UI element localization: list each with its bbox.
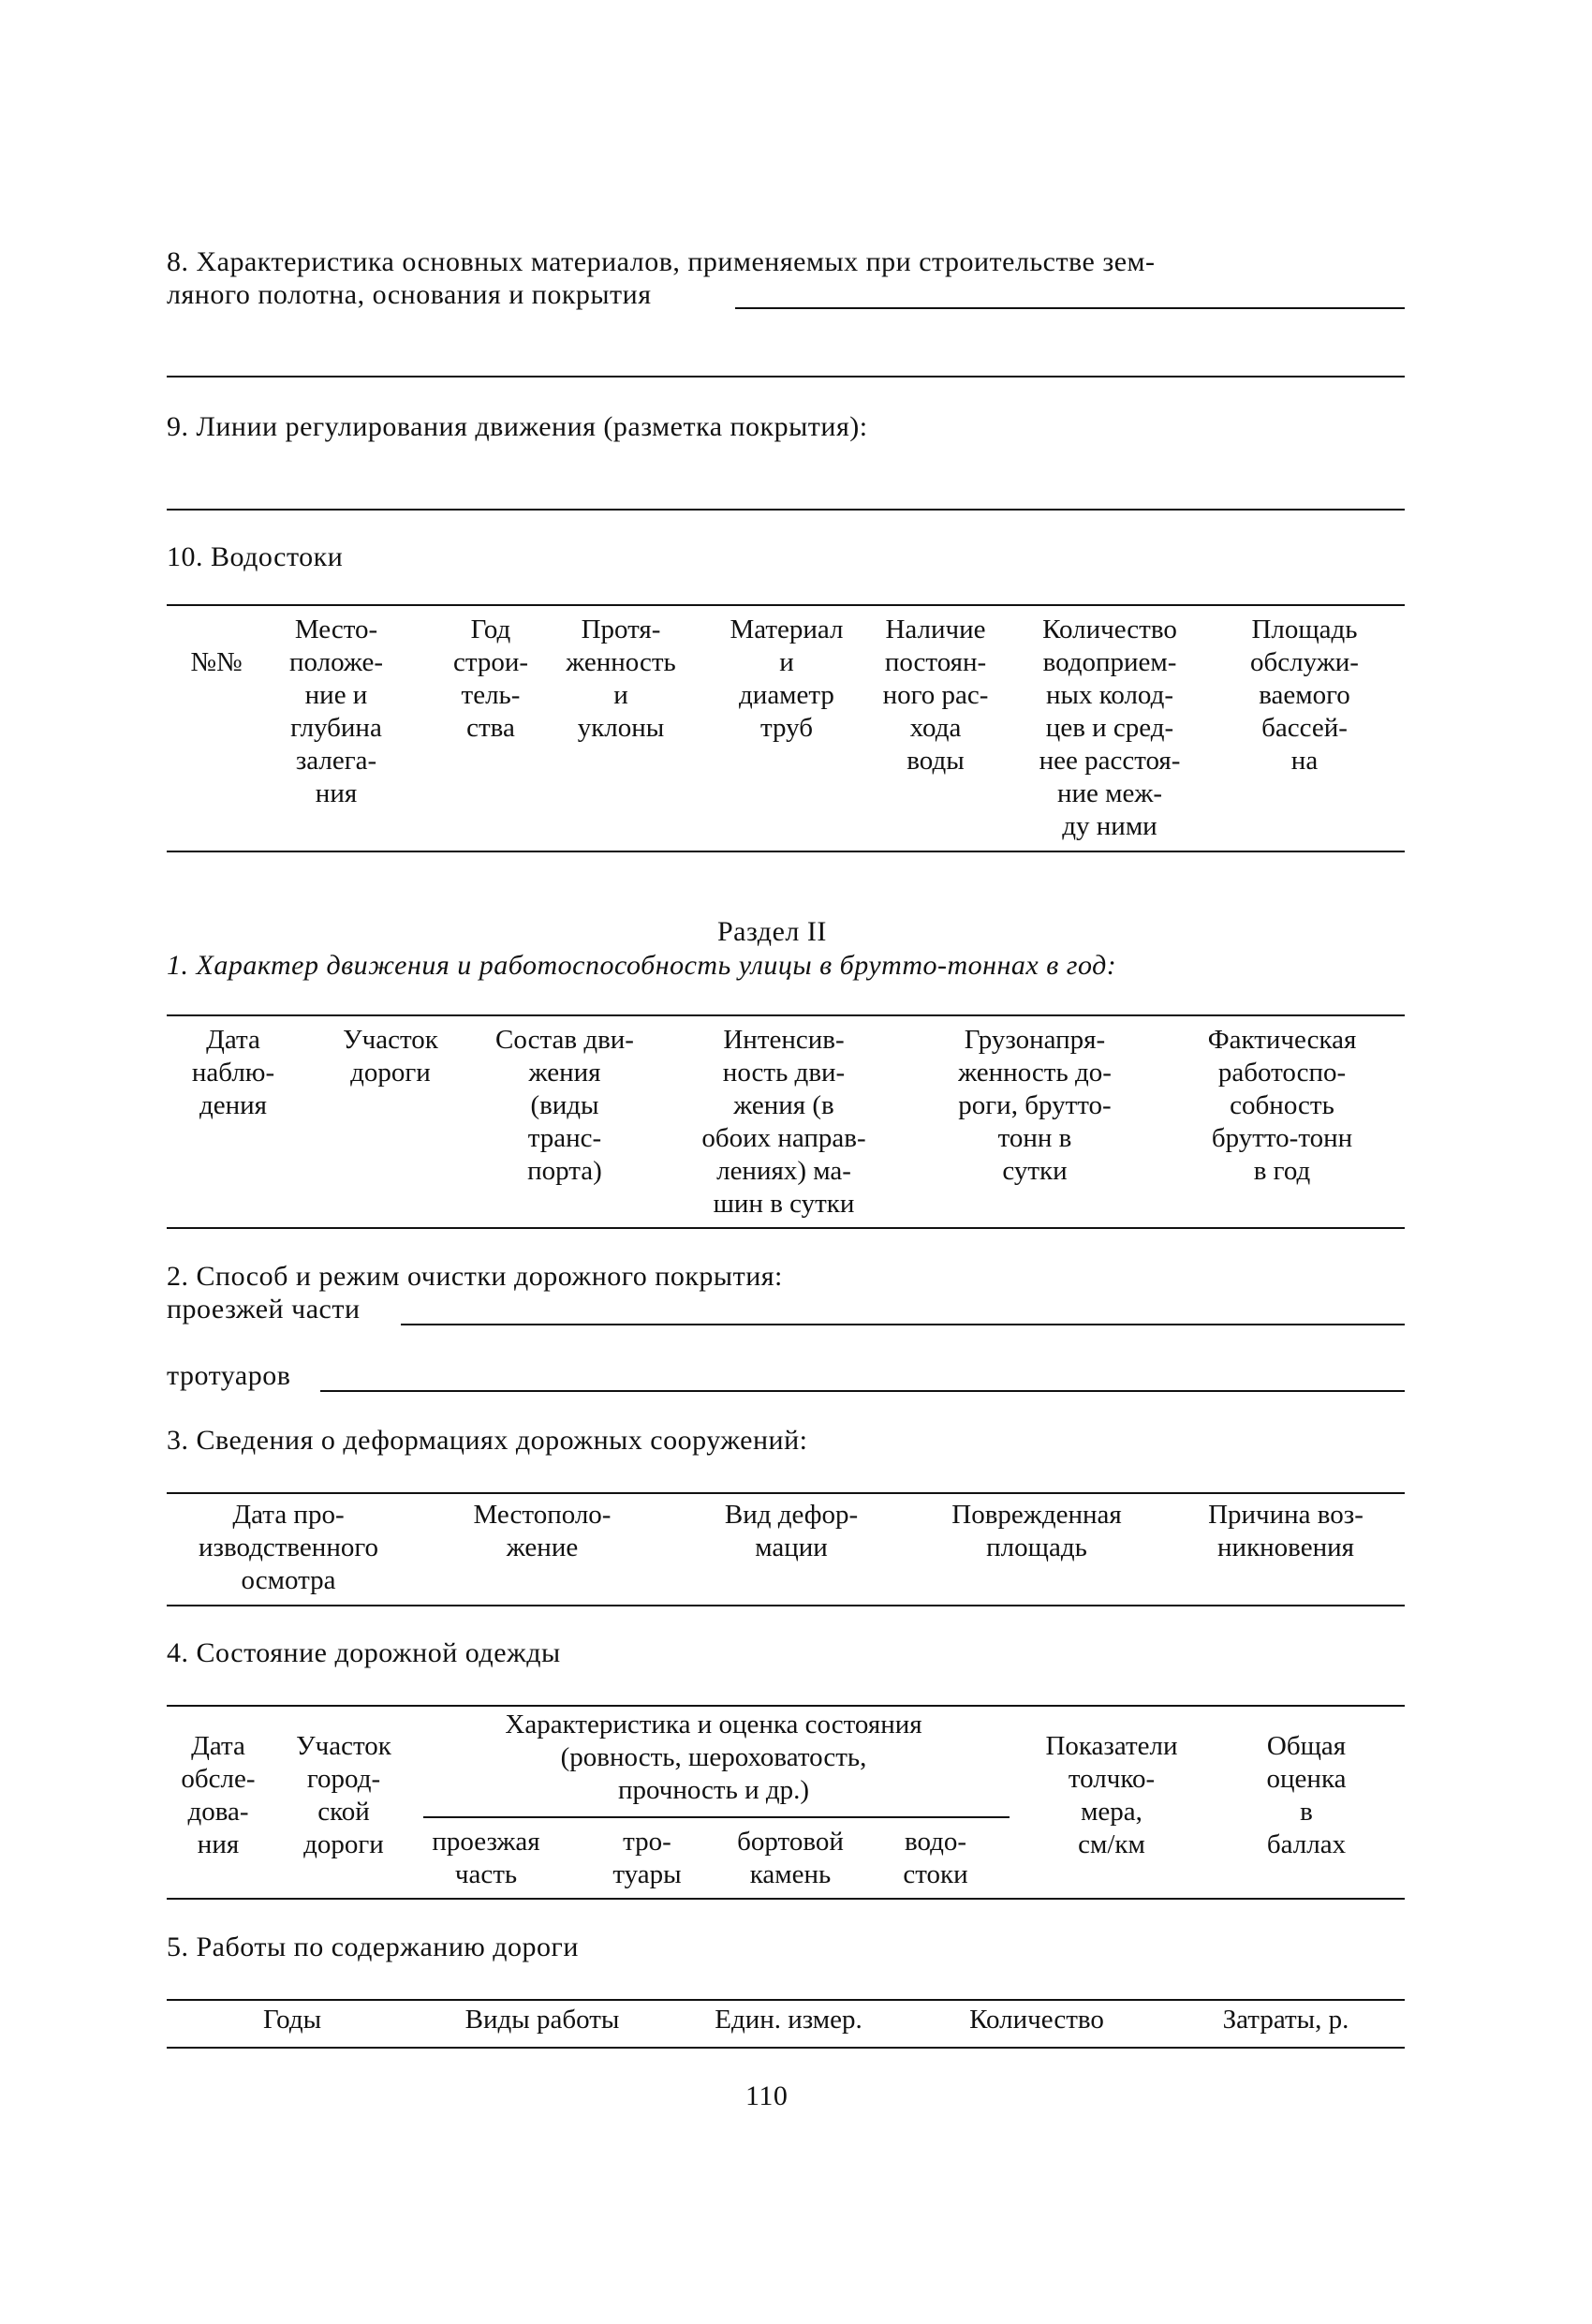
- table5-bottom-rule: [167, 2047, 1405, 2049]
- column-header: Дата про- изводственного осмотра: [198, 1500, 379, 1595]
- column-header: Наличие постоян- ного рас- хода воды: [882, 614, 989, 776]
- column-header: Дата обсле- дова- ния: [181, 1731, 256, 1859]
- carriageway-fill-line[interactable]: [401, 1324, 1405, 1325]
- column-header: Дата наблю- дения: [191, 1025, 275, 1120]
- table2-top-rule: [167, 1014, 1405, 1016]
- column-header: Грузонапря- женность до- роги, брутто- тонн в сутки: [958, 1025, 1112, 1186]
- column-header: Состав дви- жения (виды транс- порта): [495, 1025, 634, 1186]
- sidewalks-label: тротуаров: [167, 1360, 291, 1391]
- page-number: 110: [745, 2080, 789, 2111]
- column-header: тро- туары: [612, 1827, 682, 1889]
- section2-item2-title: 2. Способ и режим очистки дорожного покрытия:: [167, 1261, 783, 1292]
- column-header: Един. измер.: [715, 2005, 862, 2035]
- column-header: Местополо- жение: [473, 1500, 612, 1562]
- table3-bottom-rule: [167, 1605, 1405, 1606]
- carriageway-label: проезжей части: [167, 1294, 361, 1325]
- column-header: Причина воз- никновения: [1208, 1500, 1364, 1562]
- column-header: водо- стоки: [903, 1827, 968, 1889]
- table4-group-rule: [423, 1816, 1010, 1818]
- column-header: №№: [190, 647, 243, 677]
- item9-title: 9. Линии регулирования движения (разметка покрытия):: [167, 411, 868, 442]
- column-header: Количество водоприем- ных колод- цев и сред- нее расстоя- ние меж- ду ними: [1039, 614, 1181, 841]
- column-header: Фактическая работоспо- собность брутто-тонн в год: [1207, 1025, 1357, 1186]
- table4-top-rule: [167, 1705, 1405, 1707]
- table1-bottom-rule: [167, 851, 1405, 852]
- section2-item3-title: 3. Сведения о деформациях дорожных сооружений:: [167, 1425, 808, 1456]
- sidewalks-fill-line[interactable]: [320, 1390, 1405, 1392]
- column-header: бортовой камень: [737, 1827, 844, 1889]
- column-header: Поврежденная площадь: [951, 1500, 1122, 1562]
- column-header: Материал и диаметр труб: [730, 614, 844, 743]
- column-header: Затраты, р.: [1222, 2005, 1349, 2035]
- item8-line1: 8. Характеристика основных материалов, применяемых при строительстве зем-: [167, 246, 1156, 277]
- column-header: Годы: [262, 2005, 322, 2035]
- item8-fill-line: [735, 307, 1405, 309]
- item10-title: 10. Водостоки: [167, 541, 344, 572]
- column-header: проезжая часть: [432, 1827, 540, 1889]
- column-header: Общая оценка в баллах: [1266, 1731, 1347, 1859]
- section2-item1-title: 1. Характер движения и работоспособность улицы в брутто-тоннах в год:: [167, 950, 1117, 981]
- column-header: Характеристика и оценка состояния (ровность, шероховатость, прочность и др.): [505, 1710, 922, 1805]
- item9-fill-line: [167, 509, 1405, 511]
- section2-title: Раздел II: [717, 916, 827, 947]
- column-header: Виды работы: [464, 2005, 620, 2035]
- section2-item5-title: 5. Работы по содержанию дороги: [167, 1932, 579, 1962]
- item8-fill-line-2: [167, 376, 1405, 377]
- column-header: Интенсив- ность дви- жения (в обоих направ- лениях) ма- шин в сутки: [701, 1025, 866, 1219]
- column-header: Количество: [969, 2005, 1104, 2035]
- item8-line2: ляного полотна, основания и покрытия: [167, 279, 652, 310]
- column-header: Участок дороги: [343, 1025, 438, 1088]
- section2-item4-title: 4. Состояние дорожной одежды: [167, 1637, 561, 1668]
- column-header: Показатели толчко- мера, см/км: [1045, 1731, 1178, 1859]
- column-header: Вид дефор- мации: [724, 1500, 859, 1562]
- table2-bottom-rule: [167, 1227, 1405, 1229]
- column-header: Год строи- тель- ства: [452, 614, 529, 743]
- column-header: Протя- женность и уклоны: [566, 614, 676, 743]
- table3-top-rule: [167, 1492, 1405, 1494]
- table5-top-rule: [167, 1999, 1405, 2001]
- column-header: Участок город- ской дороги: [296, 1731, 391, 1859]
- column-header: Площадь обслужи- ваемого бассей- на: [1250, 614, 1359, 776]
- table4-bottom-rule: [167, 1898, 1405, 1900]
- table1-top-rule: [167, 604, 1405, 606]
- column-header: Место- положе- ние и глубина залега- ния: [288, 614, 384, 808]
